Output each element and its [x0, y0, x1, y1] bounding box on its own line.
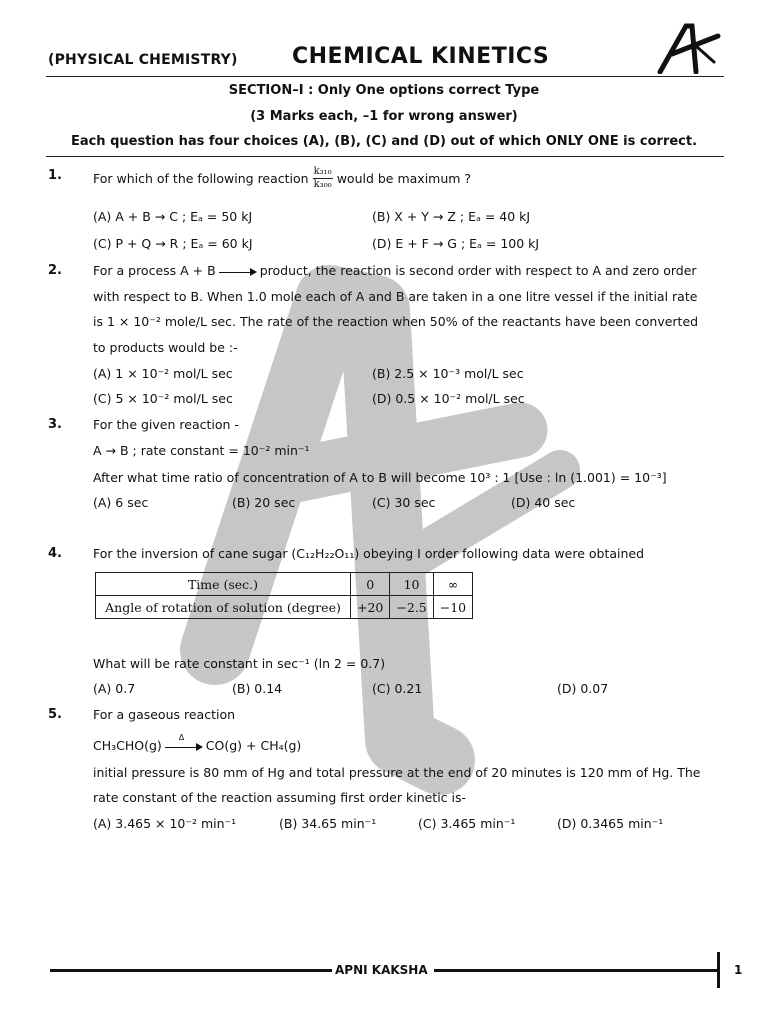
- q2-line3: is 1 × 10⁻² mole/L sec. The rate of the reaction when 50% of the reactants have been converted: [93, 314, 699, 329]
- q3-option-a[interactable]: (A) 6 sec: [93, 495, 149, 510]
- q5-line4: rate constant of the reaction assuming first order kinetic is-: [93, 790, 467, 805]
- footer-rule-right: [434, 969, 718, 972]
- q2-option-b[interactable]: (B) 2.5 × 10⁻³ mol/L sec: [372, 366, 524, 381]
- q1-fraction: [313, 166, 333, 191]
- section-marks: (3 Marks each, –1 for wrong answer): [250, 109, 518, 124]
- q5-reaction: [93, 732, 302, 753]
- q5-line3: initial pressure is 80 mm of Hg and total pressure at the end of 20 minutes is 120 mm of Hg. The: [93, 765, 701, 780]
- footer-brand: APNI KAKSHA: [335, 963, 428, 977]
- table-cell: 0: [351, 573, 390, 596]
- q2-line1-b: product, the reaction is second order with respect to A and zero order: [259, 263, 697, 278]
- table-cell: 10: [390, 573, 433, 596]
- q1-frac-num: k₃₁₀: [313, 165, 332, 177]
- q2-line1: [93, 263, 697, 278]
- q3-number: 3.: [48, 417, 62, 432]
- q4-line1: For the inversion of cane sugar (C₁₂H₂₂O₁₁) obeying I order following data were obtained: [93, 546, 645, 561]
- footer-rule-left: [50, 969, 332, 972]
- q4-option-b[interactable]: (B) 0.14: [232, 681, 283, 696]
- q1-option-a[interactable]: (A) A + B → C ; Eₐ = 50 kJ: [93, 209, 253, 224]
- table-cell: Time (sec.): [96, 573, 351, 596]
- q1-number: 1.: [48, 168, 62, 183]
- q4-option-a[interactable]: (A) 0.7: [93, 681, 136, 696]
- q3-option-d[interactable]: (D) 40 sec: [511, 495, 576, 510]
- q4-option-d[interactable]: (D) 0.07: [557, 681, 609, 696]
- q3-option-c[interactable]: (C) 30 sec: [372, 495, 436, 510]
- q4-option-c[interactable]: (C) 0.21: [372, 681, 423, 696]
- q3-line3: After what time ratio of concentration of A to B will become 10³ : 1 [Use : ln (1.001) = 10⁻³]: [93, 470, 667, 485]
- q3-line1: For the given reaction -: [93, 417, 239, 432]
- q1-text-before: For which of the following reaction: [93, 170, 309, 186]
- page-title: CHEMICAL KINETICS: [292, 44, 550, 69]
- reaction-arrow-icon: [219, 267, 257, 277]
- q2-line2: with respect to B. When 1.0 mole each of A and B are taken in a one litre vessel if the initial rate: [93, 289, 698, 304]
- q4-data-table: [95, 572, 473, 619]
- q5-products: CO(g) + CH₄(g): [205, 738, 302, 753]
- table-row: [96, 573, 473, 596]
- table-cell: −10: [433, 596, 472, 619]
- table-cell: −2.5: [390, 596, 433, 619]
- q1-text-after: would be maximum ?: [336, 170, 472, 186]
- subject-label: (PHYSICAL CHEMISTRY): [48, 52, 238, 68]
- brand-logo-icon: [652, 22, 722, 74]
- footer-divider: [717, 952, 720, 988]
- table-cell: +20: [351, 596, 390, 619]
- header-rule: [46, 76, 724, 77]
- q2-option-d[interactable]: (D) 0.5 × 10⁻² mol/L sec: [372, 391, 525, 406]
- q4-line2: What will be rate constant in sec⁻¹ (ln 2 = 0.7): [93, 656, 386, 671]
- page-number: 1: [734, 963, 743, 977]
- q5-option-c[interactable]: (C) 3.465 min⁻¹: [418, 816, 516, 831]
- q2-option-c[interactable]: (C) 5 × 10⁻² mol/L sec: [93, 391, 233, 406]
- q5-number: 5.: [48, 707, 62, 722]
- q2-number: 2.: [48, 263, 62, 278]
- q2-line4: to products would be :-: [93, 340, 238, 355]
- q5-option-d[interactable]: (D) 0.3465 min⁻¹: [557, 816, 664, 831]
- q3-line2: A → B ; rate constant = 10⁻² min⁻¹: [93, 443, 310, 458]
- q5-reactant: CH₃CHO(g): [93, 738, 162, 753]
- q2-option-a[interactable]: (A) 1 × 10⁻² mol/L sec: [93, 366, 233, 381]
- q3-option-b[interactable]: (B) 20 sec: [232, 495, 296, 510]
- q1-option-c[interactable]: (C) P + Q → R ; Eₐ = 60 kJ: [93, 236, 253, 251]
- section-title: SECTION–I : Only One options correct Type: [228, 83, 540, 98]
- q5-arrow-label: Δ: [178, 732, 185, 742]
- q5-line1: For a gaseous reaction: [93, 707, 236, 722]
- q5-option-a[interactable]: (A) 3.465 × 10⁻² min⁻¹: [93, 816, 237, 831]
- q1-option-d[interactable]: (D) E + F → G ; Eₐ = 100 kJ: [372, 236, 540, 251]
- q5-option-b[interactable]: (B) 34.65 min⁻¹: [279, 816, 377, 831]
- q4-number: 4.: [48, 546, 62, 561]
- q2-line1-a: For a process A + B: [93, 263, 216, 278]
- section-instruction: Each question has four choices (A), (B), (C) and (D) out of which ONLY ONE is correct.: [70, 134, 698, 149]
- q1-frac-den: k₃₀₀: [313, 178, 332, 190]
- q1-option-b[interactable]: (B) X + Y → Z ; Eₐ = 40 kJ: [372, 209, 531, 224]
- table-cell: Angle of rotation of solution (degree): [96, 596, 351, 619]
- section-rule: [46, 156, 724, 157]
- table-row: [96, 596, 473, 619]
- table-cell: ∞: [433, 573, 472, 596]
- heat-arrow-icon: [165, 732, 203, 752]
- q1-stem: [93, 160, 471, 196]
